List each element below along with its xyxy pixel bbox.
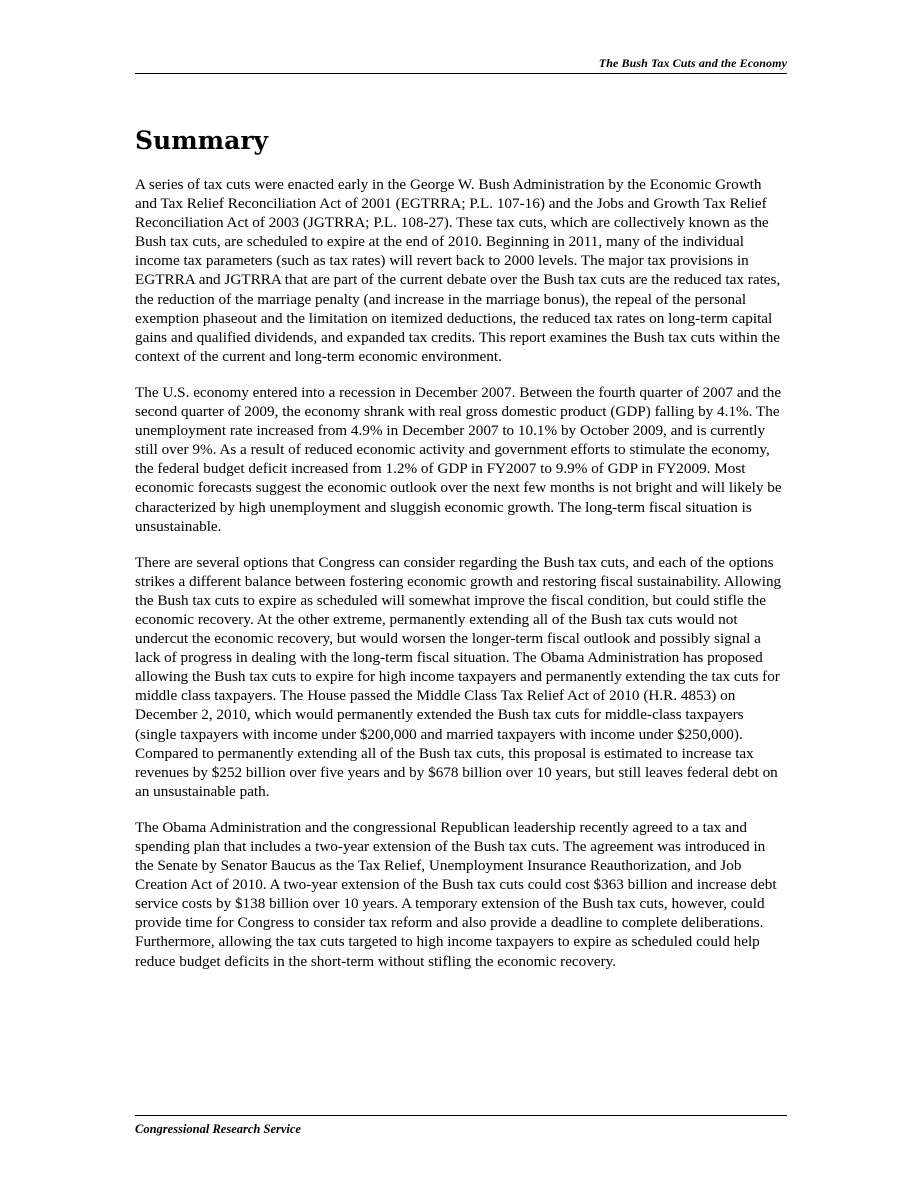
paragraph-two-year-extension: The Obama Administration and the congressional Republican leadership recently agreed to a tax and spending plan that includes a two-year extension of the Bush tax cuts. The agreement was introduced in the Senate by Senator Baucus as the Tax Relief, Unemployment Insurance Reauthorization, and Job Creation Act of 2010. A two-year extension of the Bush tax cuts could cost $363 billion and increase debt service costs by $138 billion over 10 years. A temporary extension of the Bush tax cuts, however, could provide time for Congress to consider tax reform and also provide a deadline to complete deliberations. Furthermore, allowing the tax cuts targeted to high income taxpayers to expire as scheduled could help reduce budget deficits in the short-term without stifling the economic recovery. bbox=[135, 818, 777, 970]
running-header: The Bush Tax Cuts and the Economy bbox=[135, 55, 787, 74]
section-title: Summary bbox=[135, 126, 269, 155]
paragraph-policy-options: There are several options that Congress can consider regarding the Bush tax cuts, and each of the options strikes a different balance between fostering economic growth and restoring fiscal sustainability. Allowing the Bush tax cuts to expire as scheduled will somewhat improve the fiscal condition, but could stifle the economic recovery. At the other extreme, permanently extending all of the Bush tax cuts would not undercut the economic recovery, but would worsen the longer-term fiscal outlook and possibly signal a lack of progress in dealing with the long-term fiscal situation. The Obama Administration has proposed allowing the Bush tax cuts to expire for high income taxpayers and permanently extending the tax cuts for middle class taxpayers. The House passed the Middle Class Tax Relief Act of 2010 (H.R. 4853) on December 2, 2010, which would permanently extended the Bush tax cuts for middle-class taxpayers (single taxpayers with income under $200,000 and married taxpayers with income under $250,000). Compared to permanently extending all of the Bush tax cuts, this proposal is estimated to increase tax revenues by $252 billion over five years and by $678 billion over 10 years, but still leaves federal debt on an unsustainable path. bbox=[135, 553, 782, 800]
summary-body bbox=[135, 175, 787, 988]
running-footer: Congressional Research Service bbox=[135, 1115, 787, 1137]
paragraph-economic-recession: The U.S. economy entered into a recession in December 2007. Between the fourth quarter of 2007 and the second quarter of 2009, the economy shrank with real gross domestic product (GDP) falling by 4.1%. The unemployment rate increased from 4.9% in December 2007 to 10.1% by October 2009, and is currently still over 9%. As a result of reduced economic activity and government efforts to stimulate the economy, the federal budget deficit increased from 1.2% of GDP in FY2007 to 9.9% of GDP in FY2009. Most economic forecasts suggest the economic outlook over the next few months is not bright and will likely be characterized by high unemployment and sluggish economic growth. The long-term fiscal situation is unsustainable. bbox=[135, 383, 782, 535]
paragraph-bush-tax-cuts-overview: A series of tax cuts were enacted early in the George W. Bush Administration by the Economic Growth and Tax Relief Reconciliation Act of 2001 (EGTRRA; P.L. 107-16) and the Jobs and Growth Tax Relief Reconciliation Act of 2003 (JGTRRA; P.L. 108-27). These tax cuts, which are collectively known as the Bush tax cuts, are scheduled to expire at the end of 2010. Beginning in 2011, many of the individual income tax parameters (such as tax rates) will revert back to 2000 levels. The major tax provisions in EGTRRA and JGTRRA that are part of the current debate over the Bush tax cuts are the reduced tax rates, the reduction of the marriage penalty (and increase in the marriage bonus), the repeal of the personal exemption phaseout and the limitation on itemized deductions, the reduced tax rates on long-term capital gains and qualified dividends, and expanded tax credits. This report examines the Bush tax cuts within the context of the current and long-term economic environment. bbox=[135, 176, 781, 365]
